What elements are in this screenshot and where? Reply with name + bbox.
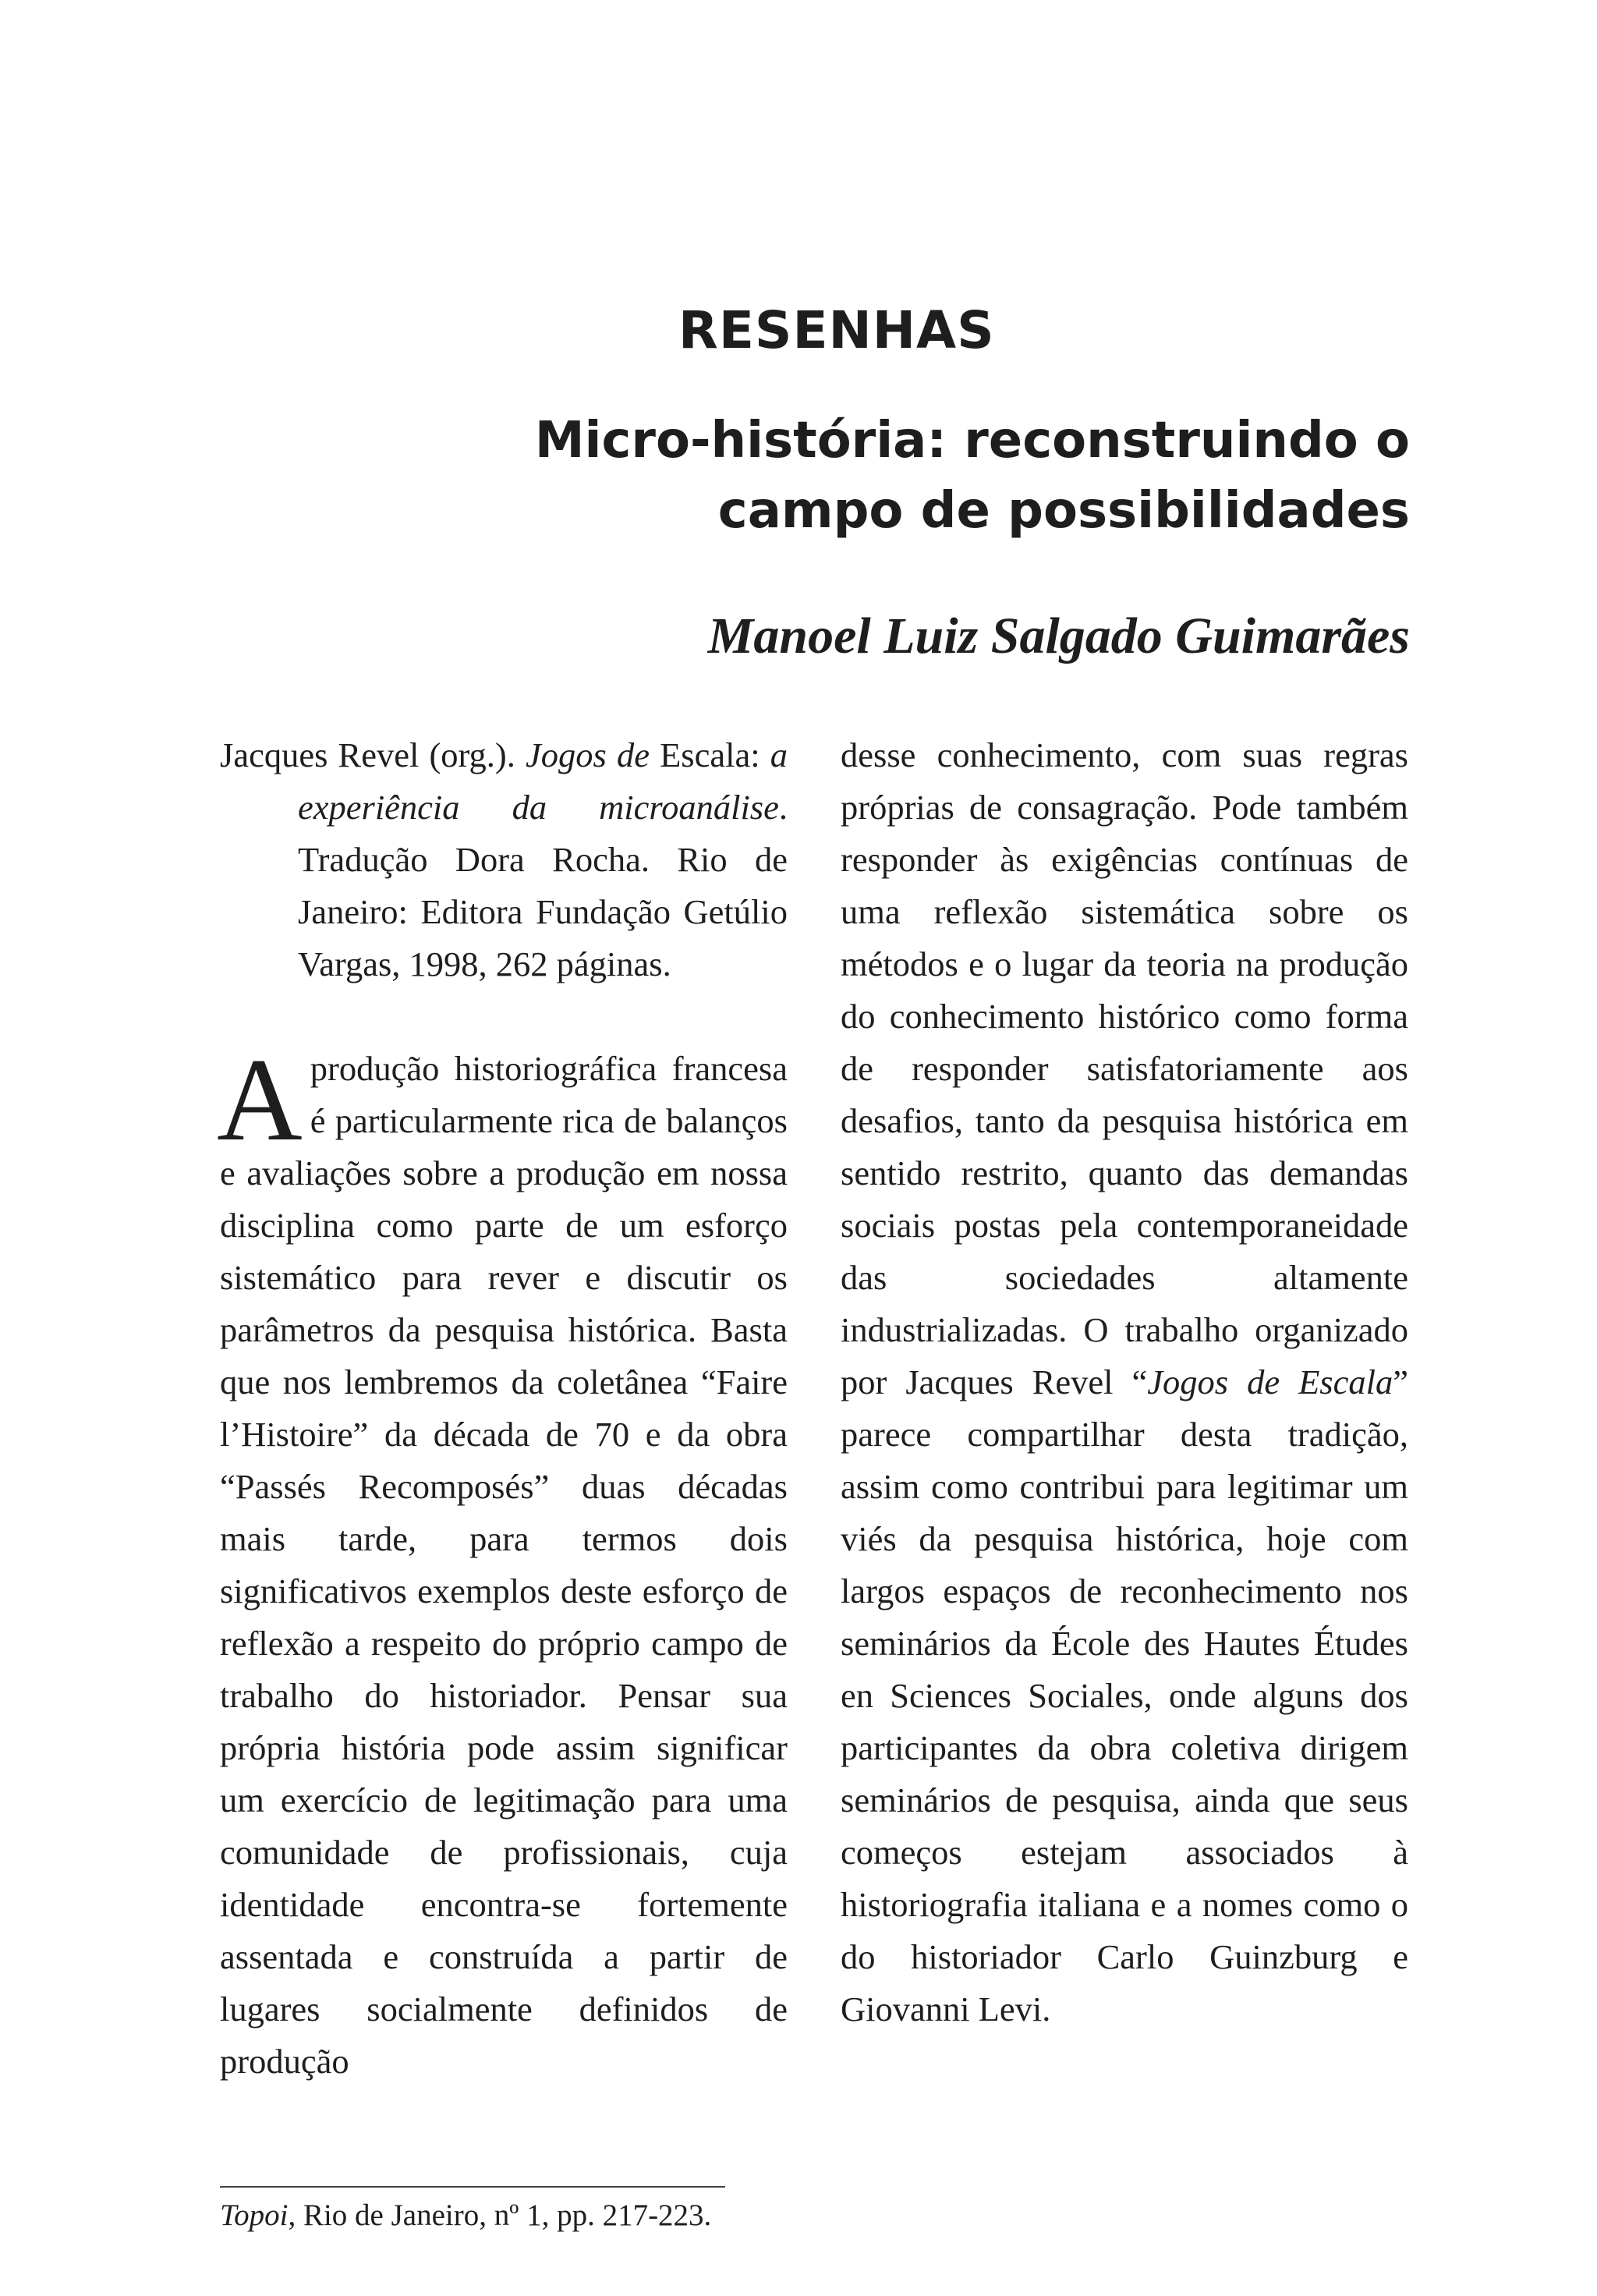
- left-text: produção historiográfica francesa é particularmente rica de balanços e avaliações sobre a produção em nossa disciplina como parte de um esforço sistemático para rever e discutir os parâmetros da pesquisa histórica. Basta que nos lembremos da coletânea “Faire l’Histoire” da década de 70 e da obra “Passés Recomposés” duas décadas mais tarde, para termos dois significativos exemplos deste esforço de reflexão a respeito do próprio campo de trabalho do historiador. Pensar sua própria história pode assim significar um exercício de legitimação para uma comunidade de profissionais, cuja identidade encontra-se fortemente assentada e construída a partir de lugares socialmente definidos de produção: [220, 1049, 788, 2081]
- journal-name: Topoi: [220, 2199, 289, 2232]
- reference-mid: Escala:: [649, 735, 770, 774]
- body-paragraph-left: [217, 1034, 788, 2088]
- left-column: [217, 729, 788, 2088]
- reference-pre: Jacques Revel (org.).: [220, 735, 526, 774]
- author-name: Manoel Luiz Salgado Guimarães: [707, 608, 1410, 664]
- right-column: [841, 729, 1408, 2036]
- right-text-italic: Jogos de Escala: [1147, 1362, 1393, 1401]
- section-label: RESENHAS: [678, 300, 995, 360]
- book-reference: [220, 729, 788, 990]
- footer-citation: [220, 2198, 711, 2233]
- reference-italic-1: Jogos de: [526, 735, 650, 774]
- article-title: [396, 406, 1410, 546]
- reference-post: . Tradução Dora Rocha. Rio de Janeiro: Editora Fundação Getúlio Vargas, 1998, 262 páginas.: [298, 788, 788, 983]
- journal-details: , Rio de Janeiro, nº 1, pp. 217-223.: [288, 2199, 712, 2232]
- body-paragraph-right: [841, 729, 1408, 2036]
- footer-rule: [220, 2186, 725, 2188]
- title-line-2: campo de possibilidades: [717, 482, 1410, 540]
- right-text-post: ” parece compartilhar desta tradição, assim como contribui para legitimar um viés da pesquisa histórica, hoje com largos espaços de reconhecimento nos seminários da École des Hautes Études en Sciences Sociales, onde alguns dos participantes da obra coletiva dirigem seminários de pesquisa, ainda que seus começos estejam associados à historiografia italiana e a nomes como o do historiador Carlo Guinzburg e Giovanni Levi.: [841, 1362, 1408, 2028]
- right-text-pre: desse conhecimento, com suas regras próprias de consagração. Pode também responder às exigências contínuas de uma reflexão sistemática sobre os métodos e o lugar da teoria na produção do conhecimento histórico como forma de responder satisfatoriamente aos desafios, tanto da pesquisa histórica em sentido restrito, quanto das demandas sociais postas pela contemporaneidade das sociedades altamente industrializadas. O trabalho organizado por Jacques Revel “: [841, 735, 1408, 1401]
- drop-cap: A: [217, 1034, 303, 1165]
- reference-italic-2: a experiência da microanálise: [298, 735, 788, 827]
- title-line-1: Micro-história: reconstruindo o: [534, 412, 1410, 469]
